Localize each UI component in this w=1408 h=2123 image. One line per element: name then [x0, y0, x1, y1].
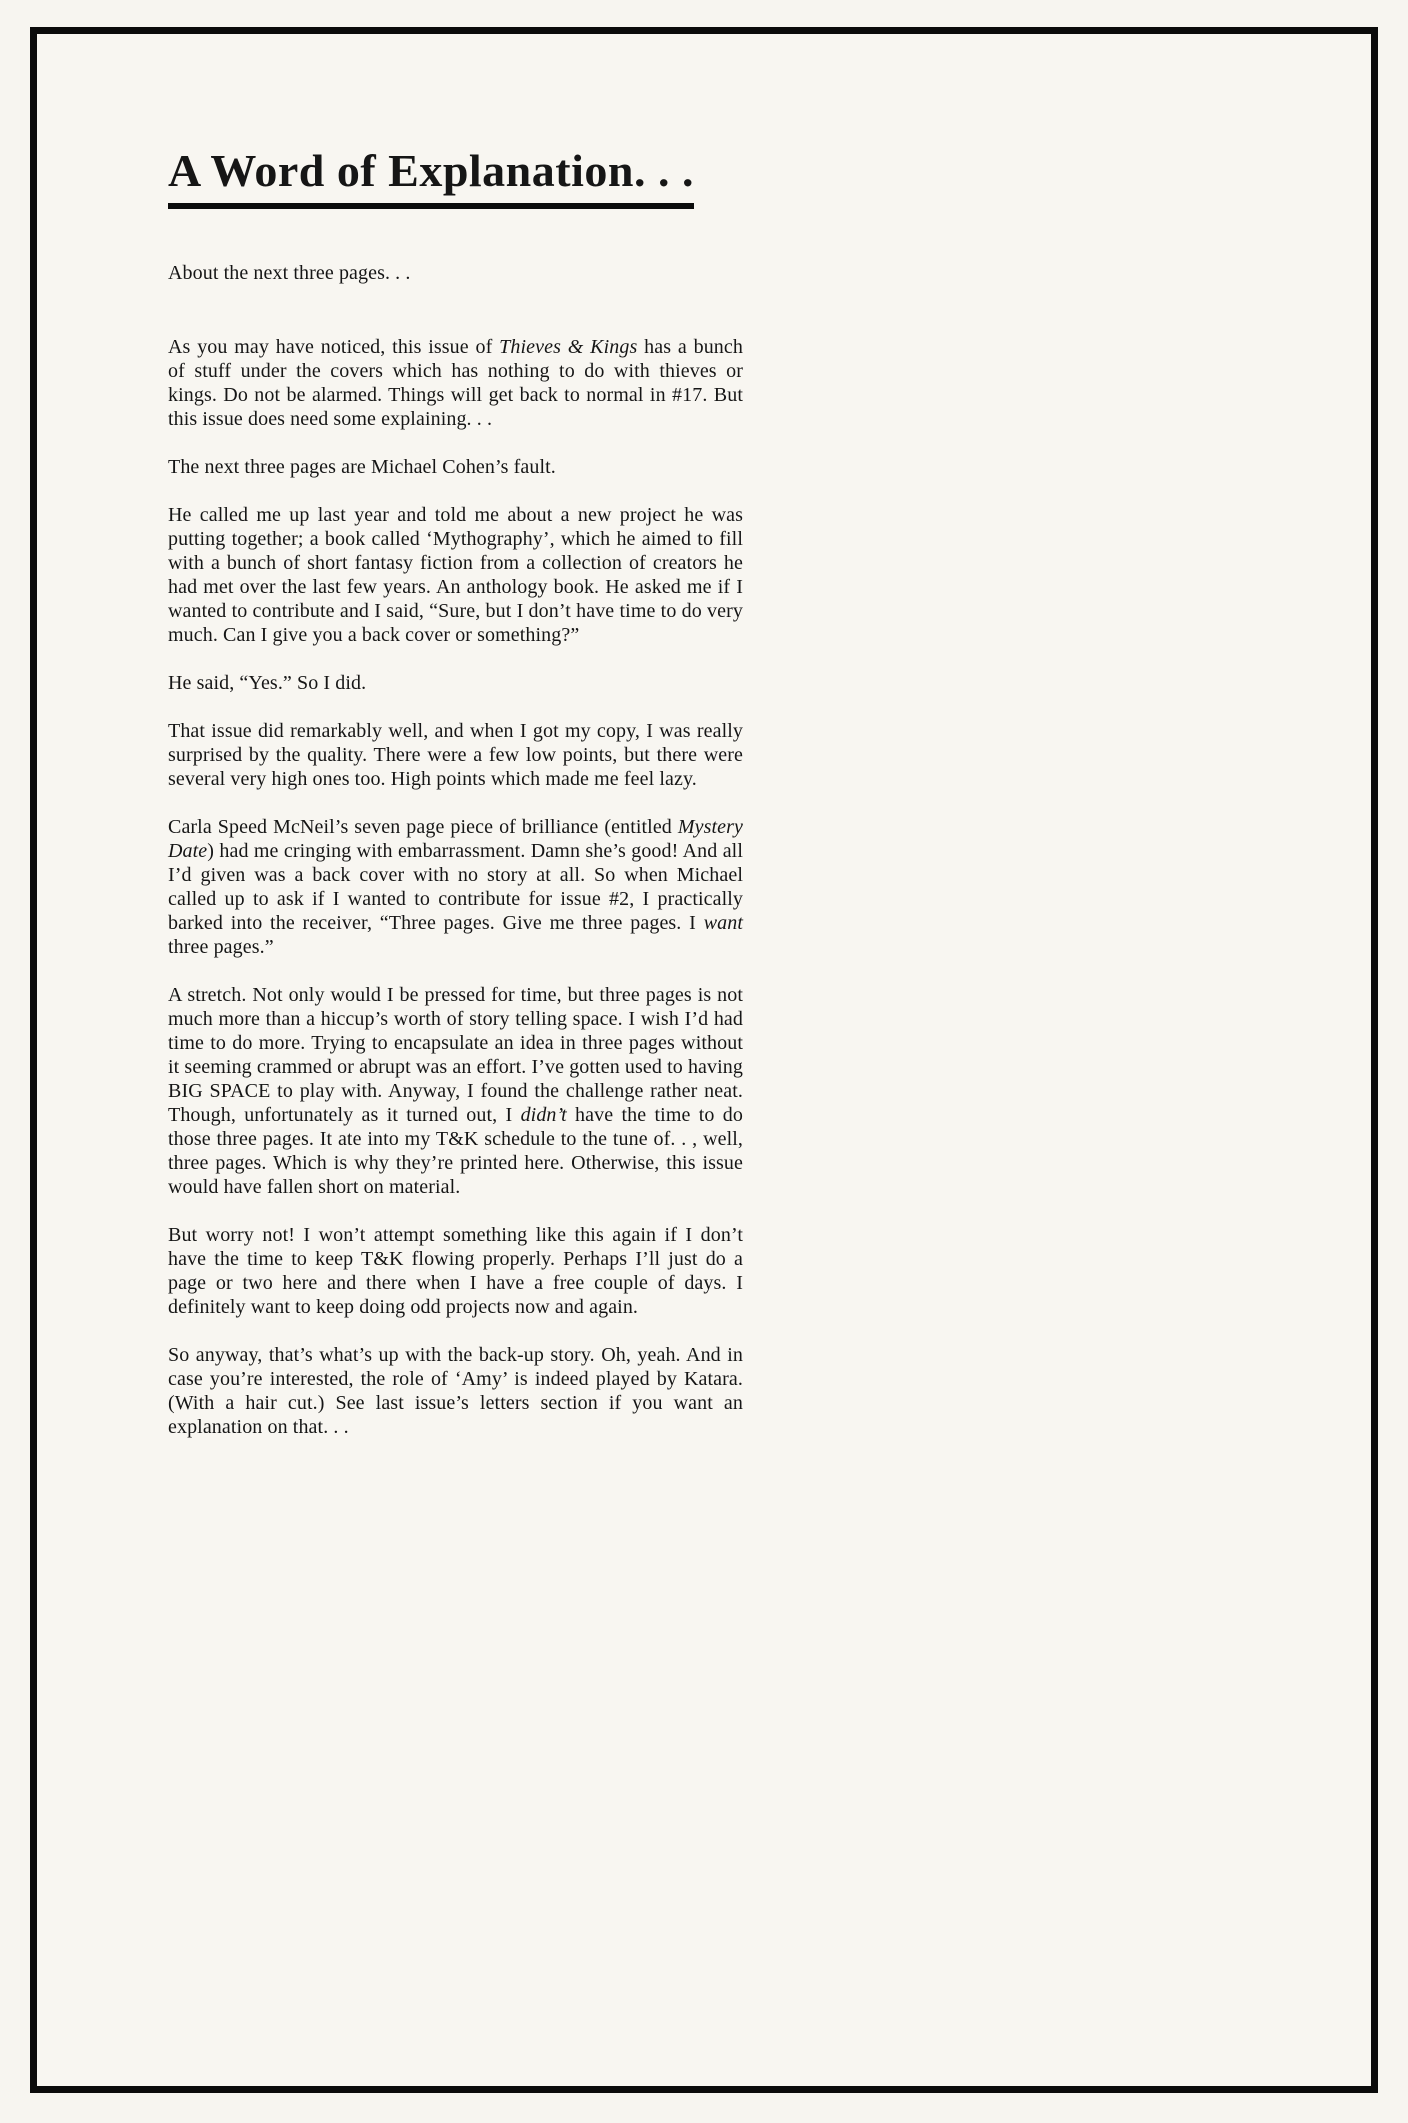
paragraph: [168, 335, 743, 431]
paragraph: [168, 503, 743, 647]
text-run: have the time to do those three pages. It ate into my T&K schedule to the tune of. . , well, three pages. Which is why they’re printed here. Otherwise, this issue would have fallen short on material.: [168, 1103, 743, 1198]
text-run: As you may have noticed, this issue of: [168, 335, 500, 358]
text-run: Carla Speed McNeil’s seven page piece of brilliance (entitled: [168, 815, 678, 838]
paragraph: [168, 1343, 743, 1439]
page-border-frame: [30, 27, 1378, 2093]
italic-text-run: Thieves & Kings: [499, 335, 638, 358]
paragraph: [168, 815, 743, 959]
text-run: But worry not! I won’t attempt something like this again if I don’t have the time to keep T&K flowing properly. Perhaps I’ll just do a page or two here and there when I have a free couple of days. I definitely want to keep doing odd projects now and again.: [168, 1223, 743, 1318]
text-run: He called me up last year and told me about a new project he was putting together; a book called ‘Mythography’, which he aimed to fill with a bunch of short fantasy fiction from a collection of creators he had met over the last few years. An anthology book. He asked me if I wanted to contribute and I said, “Sure, but I don’t have time to do very much. Can I give you a back cover or something?”: [168, 503, 743, 646]
text-run: He said, “Yes.” So I did.: [168, 671, 367, 694]
text-run: has a bunch of stuff under the covers which has nothing to do with thieves or kings. Do not be alarmed. Things will get back to normal in #17. But this issue does need some explaining. . .: [168, 335, 743, 430]
text-run: three pages.”: [168, 935, 274, 958]
paragraph: [168, 455, 743, 479]
paragraph: [168, 983, 743, 1199]
italic-text-run: didn’t: [520, 1103, 567, 1126]
paragraph: [168, 671, 743, 695]
page-title: A Word of Explanation. . .: [168, 146, 694, 209]
italic-text-run: want: [703, 911, 743, 934]
text-run: So anyway, that’s what’s up with the back-up story. Oh, yeah. And in case you’re interested, the role of ‘Amy’ is indeed played by Katara. (With a hair cut.) See last issue’s letters section if you want an explanation on that. . .: [168, 1343, 743, 1438]
italic-text-run: Mystery Date: [168, 815, 743, 862]
paragraph: [168, 719, 743, 791]
text-run: A stretch. Not only would I be pressed for time, but three pages is not much more than a hiccup’s worth of story telling space. I wish I’d had time to do more. Trying to encapsulate an idea in three pages without it seeming crammed or abrupt was an effort. I’ve gotten used to having BIG SPACE to play with. Anyway, I found the challenge rather neat. Though, unfortunately as it turned out, I: [168, 983, 743, 1126]
text-run: The next three pages are Michael Cohen’s fault.: [168, 455, 556, 478]
text-run: About the next three pages. . .: [168, 261, 411, 284]
paragraph: [168, 1223, 743, 1319]
paragraph-intro: [168, 261, 743, 285]
text-column: [168, 146, 743, 1439]
text-run: That issue did remarkably well, and when I got my copy, I was really surprised by the quality. There were a few low points, but there were several very high ones too. High points which made me feel lazy.: [168, 719, 743, 790]
text-run: ) had me cringing with embarrassment. Damn she’s good! And all I’d given was a back cover with no story at all. So when Michael called up to ask if I wanted to contribute for issue #2, I practically barked into the receiver, “Three pages. Give me three pages. I: [168, 839, 743, 934]
